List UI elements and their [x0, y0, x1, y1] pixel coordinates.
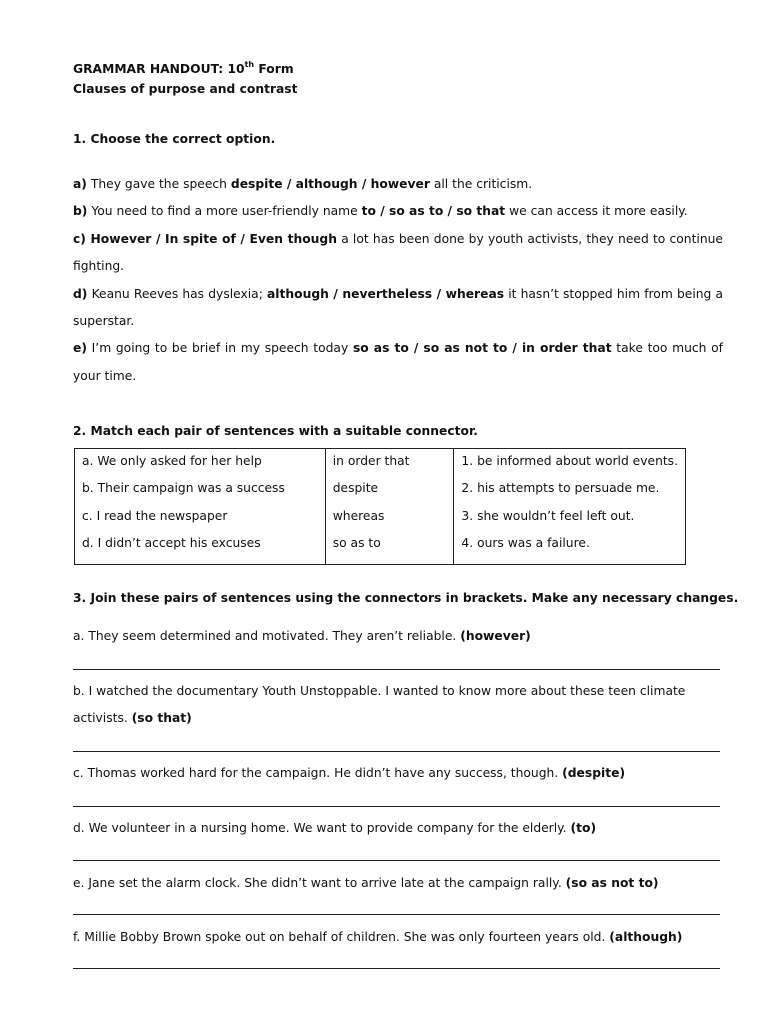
table-cell: in order that [332, 454, 410, 468]
section1-item-d: d) Keanu Reeves has dyslexia; although / nevertheless / whereas it hasn’t stopped him from being a superstar. [73, 286, 724, 329]
section3-item-f: f. Millie Bobby Brown spoke out on behalf of children. She was only fourteen years old. (although) [73, 930, 683, 944]
section3-item-e: e. Jane set the alarm clock. She didn’t want to arrive late at the campaign rally. (so as not to) [73, 876, 659, 890]
answer-line-a[interactable] [73, 669, 720, 670]
matching-table [74, 448, 686, 565]
answer-line-c[interactable] [73, 806, 720, 807]
page-subtitle: Clauses of purpose and contrast [73, 82, 298, 96]
section3-heading: 3. Join these pairs of sentences using the connectors in brackets. Make any necessary changes. [73, 591, 739, 605]
table-column-endings [454, 449, 686, 565]
section1-item-a: a) They gave the speech despite / although / however all the criticism. [73, 177, 533, 191]
table-cell: so as to [332, 536, 381, 551]
section3-item-c: c. Thomas worked hard for the campaign. He didn’t have any success, though. (despite) [73, 766, 626, 780]
table-cell: b. Their campaign was a success [82, 481, 285, 496]
section3-item-b: b. I watched the documentary Youth Unstoppable. I wanted to know more about these teen climate [73, 684, 686, 698]
section3-item-b-cont: activists. (so that) [73, 711, 192, 725]
answer-line-f[interactable] [73, 968, 720, 969]
section1-item-b: b) You need to find a more user-friendly name to / so as to / so that we can access it more easily. [73, 204, 688, 219]
table-column-sentences [75, 449, 326, 565]
section1-items [73, 171, 723, 390]
section3-item-d: d. We volunteer in a nursing home. We want to provide company for the elderly. (to) [73, 821, 597, 835]
section1-heading: 1. Choose the correct option. [73, 132, 276, 146]
section1-item-e: e) I’m going to be brief in my speech today so as to / so as not to / in order that take too much of your time. [73, 341, 723, 383]
table-cell: 1. be informed about world events. [461, 454, 678, 468]
table-cell: 3. she wouldn’t feel left out. [461, 508, 635, 523]
table-cell: 4. ours was a failure. [461, 536, 590, 551]
section2-heading: 2. Match each pair of sentences with a suitable connector. [73, 424, 478, 438]
page-title: GRAMMAR HANDOUT: 10th Form [73, 60, 294, 76]
table-cell: 2. his attempts to persuade me. [461, 481, 660, 496]
section3-item-a: a. They seem determined and motivated. They aren’t reliable. (however) [73, 629, 531, 643]
table-cell: c. I read the newspaper [82, 508, 228, 523]
section1-item-c: c) However / In spite of / Even though a lot has been done by youth activists, they need to continue fighting. [73, 231, 723, 274]
answer-line-b[interactable] [73, 751, 720, 752]
answer-line-e[interactable] [73, 914, 720, 915]
answer-line-d[interactable] [73, 860, 720, 861]
table-cell: d. I didn’t accept his excuses [82, 536, 261, 551]
table-column-connectors [325, 449, 454, 565]
table-cell: despite [332, 481, 379, 496]
table-cell: whereas [332, 508, 385, 523]
table-cell: a. We only asked for her help [82, 454, 262, 468]
